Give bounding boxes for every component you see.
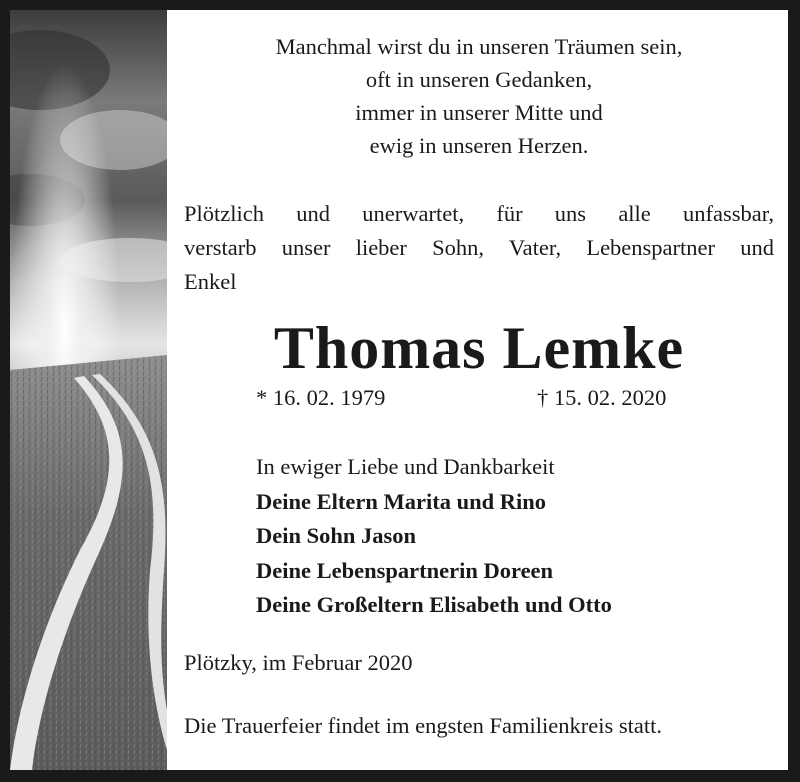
announcement-text bbox=[184, 197, 774, 299]
mourner-line: Deine Großeltern Elisabeth und Otto bbox=[256, 592, 612, 617]
obituary-card bbox=[10, 10, 788, 770]
place-and-date: Plötzky, im Februar 2020 bbox=[184, 650, 413, 675]
sky-path-image bbox=[10, 10, 167, 770]
mourners-list bbox=[256, 450, 612, 623]
funeral-note: Die Trauerfeier findet im engsten Familienkreis statt. bbox=[184, 713, 663, 738]
poem-line: immer in unserer Mitte und bbox=[355, 100, 603, 125]
announcement-line: Enkel bbox=[184, 269, 237, 294]
announcement-line: Plötzlich und unerwartet, für uns alle unfassbar, bbox=[184, 201, 774, 226]
death-date: † 15. 02. 2020 bbox=[537, 385, 667, 410]
landscape-photo bbox=[10, 10, 167, 770]
mourner-line: Dein Sohn Jason bbox=[256, 523, 417, 548]
memorial-poem bbox=[184, 30, 774, 162]
dedication-line: In ewiger Liebe und Dankbarkeit bbox=[256, 454, 555, 479]
announcement-line: verstarb unser lieber Sohn, Vater, Lebenspartner und bbox=[184, 235, 774, 260]
poem-line: ewig in unseren Herzen. bbox=[369, 133, 589, 158]
deceased-name: Thomas Lemke bbox=[273, 315, 685, 381]
birth-date: * 16. 02. 1979 bbox=[256, 385, 386, 410]
mourner-line: Deine Lebenspartnerin Doreen bbox=[256, 557, 554, 583]
obituary-content bbox=[184, 10, 774, 770]
poem-line: oft in unseren Gedanken, bbox=[365, 67, 593, 92]
mourner-line: Deine Eltern Marita und Rino bbox=[256, 488, 546, 514]
poem-line: Manchmal wirst du in unseren Träumen sein, bbox=[275, 34, 683, 59]
